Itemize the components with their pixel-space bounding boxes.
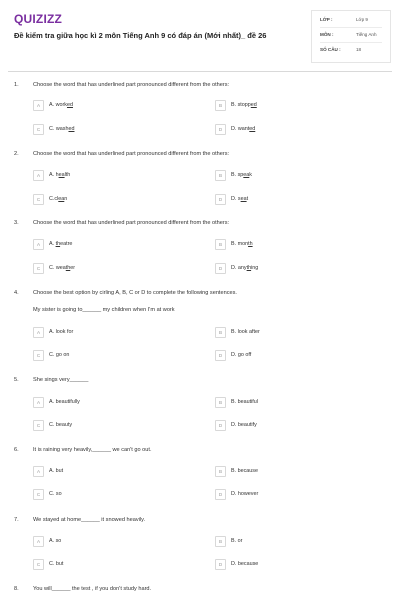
underlined-part: th bbox=[246, 265, 252, 271]
meta-divider bbox=[320, 27, 382, 28]
option-text: A. beautifully bbox=[49, 399, 80, 405]
option-text: C.cl bbox=[49, 196, 59, 202]
option-letter-box[interactable]: C bbox=[33, 489, 44, 500]
option-label bbox=[49, 561, 63, 567]
option-text: B. sp bbox=[231, 172, 244, 178]
option-letter-box[interactable]: A bbox=[33, 397, 44, 408]
header-divider bbox=[8, 71, 392, 72]
option-text: B. mon bbox=[231, 241, 249, 247]
option-text: D. because bbox=[231, 561, 259, 567]
option-label bbox=[49, 196, 67, 202]
option-letter-box[interactable]: B bbox=[215, 239, 226, 250]
option-text: B. beautiful bbox=[231, 399, 258, 405]
option-label bbox=[231, 196, 248, 202]
underlined-part: th bbox=[65, 265, 71, 271]
option-label bbox=[231, 352, 251, 358]
option-letter-box[interactable]: B bbox=[215, 536, 226, 547]
option-text: A. work bbox=[49, 102, 67, 108]
option-label bbox=[231, 422, 257, 428]
option-text: A. but bbox=[49, 468, 64, 474]
option-label bbox=[231, 329, 260, 335]
option-text: C. but bbox=[49, 561, 64, 567]
option-letter-box[interactable]: B bbox=[215, 466, 226, 477]
option-letter-box[interactable]: D bbox=[215, 559, 226, 570]
underlined-part: ed bbox=[249, 126, 256, 132]
question-text: Choose the word that has underlined part pronounced different from the others: bbox=[33, 82, 230, 88]
option-letter-box[interactable]: C bbox=[33, 350, 44, 361]
option-text: D. however bbox=[231, 491, 259, 497]
option-letter-box[interactable]: B bbox=[215, 327, 226, 338]
option-label bbox=[49, 126, 74, 132]
question-text: She sings very______ bbox=[33, 377, 89, 383]
option-letter-box[interactable]: B bbox=[215, 100, 226, 111]
meta-info-box bbox=[311, 10, 391, 63]
underlined-part: ed bbox=[250, 102, 257, 108]
worksheet-header bbox=[0, 0, 400, 70]
option-text: C. wea bbox=[49, 265, 66, 271]
question-number: 1. bbox=[14, 82, 19, 88]
underlined-part: ea bbox=[240, 196, 247, 202]
option-letter-box[interactable]: D bbox=[215, 350, 226, 361]
option-letter-box[interactable]: C bbox=[33, 263, 44, 274]
question-text: We stayed at home______ it snowed heavily. bbox=[33, 517, 146, 523]
document-title: Đề kiểm tra giữa học kì 2 môn Tiếng Anh 9 có đáp án (Mới nhất)_ đề 26 bbox=[14, 31, 267, 40]
underlined-part: th bbox=[55, 241, 61, 247]
option-text: D. go off bbox=[231, 352, 252, 358]
option-text: C. so bbox=[49, 491, 62, 497]
option-text: A. h bbox=[49, 172, 59, 178]
option-label bbox=[231, 102, 257, 108]
question-text: Choose the word that has underlined part pronounced different from the others: bbox=[33, 151, 230, 157]
option-letter-box[interactable]: C bbox=[33, 559, 44, 570]
question-number: 6. bbox=[14, 447, 19, 453]
question-number: 5. bbox=[14, 377, 19, 383]
option-text: ing bbox=[251, 265, 259, 271]
meta-key: LỚP : bbox=[320, 17, 333, 22]
question-text: You will______ the test , if you don't study hard. bbox=[33, 586, 152, 592]
question-sentence: My sister is going to______ my children when I'm at work bbox=[33, 307, 175, 313]
question-number: 4. bbox=[14, 290, 19, 296]
option-letter-box[interactable]: D bbox=[215, 420, 226, 431]
underlined-part: th bbox=[248, 241, 253, 247]
option-label bbox=[49, 491, 62, 497]
underlined-part: ea bbox=[58, 172, 65, 178]
option-label bbox=[231, 172, 252, 178]
option-label bbox=[49, 352, 69, 358]
question-number: 7. bbox=[14, 517, 19, 523]
meta-key: SỐ CÂU : bbox=[320, 47, 341, 52]
question-text: Choose the best option by cirling A, B, C or D to complete the following sentences. bbox=[33, 290, 237, 296]
meta-value: Lớp 9 bbox=[356, 17, 368, 22]
question-number: 3. bbox=[14, 220, 19, 226]
option-text: er bbox=[70, 265, 76, 271]
option-label bbox=[49, 172, 70, 178]
underlined-part: ea bbox=[58, 196, 65, 202]
option-label bbox=[231, 538, 242, 544]
option-label bbox=[49, 468, 63, 474]
option-text: n bbox=[64, 196, 68, 202]
option-label bbox=[231, 561, 258, 567]
option-text: C. go on bbox=[49, 352, 70, 358]
meta-value: Tiếng Anh bbox=[356, 32, 377, 37]
underlined-part: ed bbox=[66, 102, 73, 108]
option-letter-box[interactable]: D bbox=[215, 489, 226, 500]
option-letter-box[interactable]: C bbox=[33, 194, 44, 205]
option-text: C. wash bbox=[49, 126, 69, 132]
option-letter-box[interactable]: C bbox=[33, 124, 44, 135]
meta-row-grade bbox=[320, 17, 390, 25]
option-letter-box[interactable]: A bbox=[33, 536, 44, 547]
meta-divider bbox=[320, 42, 382, 43]
option-text: D. s bbox=[231, 196, 241, 202]
option-letter-box[interactable]: D bbox=[215, 194, 226, 205]
underlined-part: ed bbox=[68, 126, 75, 132]
option-letter-box[interactable]: D bbox=[215, 263, 226, 274]
option-text: eatre bbox=[60, 241, 73, 247]
option-text: A. so bbox=[49, 538, 62, 544]
option-label bbox=[49, 422, 72, 428]
option-letter-box[interactable]: A bbox=[33, 327, 44, 338]
question-text: Choose the word that has underlined part pronounced different from the others: bbox=[33, 220, 230, 226]
option-letter-box[interactable]: A bbox=[33, 100, 44, 111]
option-text: B. stopp bbox=[231, 102, 251, 108]
option-text: A. bbox=[49, 241, 56, 247]
meta-key: MÔN : bbox=[320, 32, 334, 37]
option-text: D. want bbox=[231, 126, 250, 132]
quizizz-logo: QUIZIZZ bbox=[14, 12, 63, 26]
option-text: C. beauty bbox=[49, 422, 73, 428]
option-text: D. beautify bbox=[231, 422, 257, 428]
option-letter-box[interactable]: C bbox=[33, 420, 44, 431]
option-label bbox=[231, 468, 258, 474]
option-letter-box[interactable]: A bbox=[33, 466, 44, 477]
option-text: lth bbox=[64, 172, 71, 178]
option-label bbox=[49, 265, 75, 271]
option-label bbox=[49, 329, 73, 335]
option-label bbox=[49, 241, 72, 247]
meta-row-subject bbox=[320, 32, 390, 40]
option-label bbox=[231, 241, 253, 247]
option-label bbox=[231, 399, 258, 405]
option-letter-box[interactable]: B bbox=[215, 170, 226, 181]
option-label bbox=[49, 102, 73, 108]
meta-row-question-count bbox=[320, 47, 390, 55]
question-number: 8. bbox=[14, 586, 19, 592]
option-letter-box[interactable]: A bbox=[33, 239, 44, 250]
option-text: t bbox=[246, 196, 249, 202]
option-letter-box[interactable]: B bbox=[215, 397, 226, 408]
option-text: A. look for bbox=[49, 329, 74, 335]
underlined-part: ea bbox=[243, 172, 250, 178]
option-text: B. or bbox=[231, 538, 243, 544]
option-text: B. look after bbox=[231, 329, 260, 335]
option-text: k bbox=[249, 172, 252, 178]
meta-value: 18 bbox=[356, 47, 362, 52]
option-label bbox=[231, 126, 255, 132]
option-label bbox=[231, 265, 258, 271]
option-letter-box[interactable]: D bbox=[215, 124, 226, 135]
question-text: It is raining very heavily,______ we can't go out. bbox=[33, 447, 152, 453]
question-number: 2. bbox=[14, 151, 19, 157]
option-label bbox=[231, 491, 258, 497]
option-letter-box[interactable]: A bbox=[33, 170, 44, 181]
option-text: D. any bbox=[231, 265, 247, 271]
option-label bbox=[49, 399, 80, 405]
option-label bbox=[49, 538, 61, 544]
option-text: B. because bbox=[231, 468, 258, 474]
